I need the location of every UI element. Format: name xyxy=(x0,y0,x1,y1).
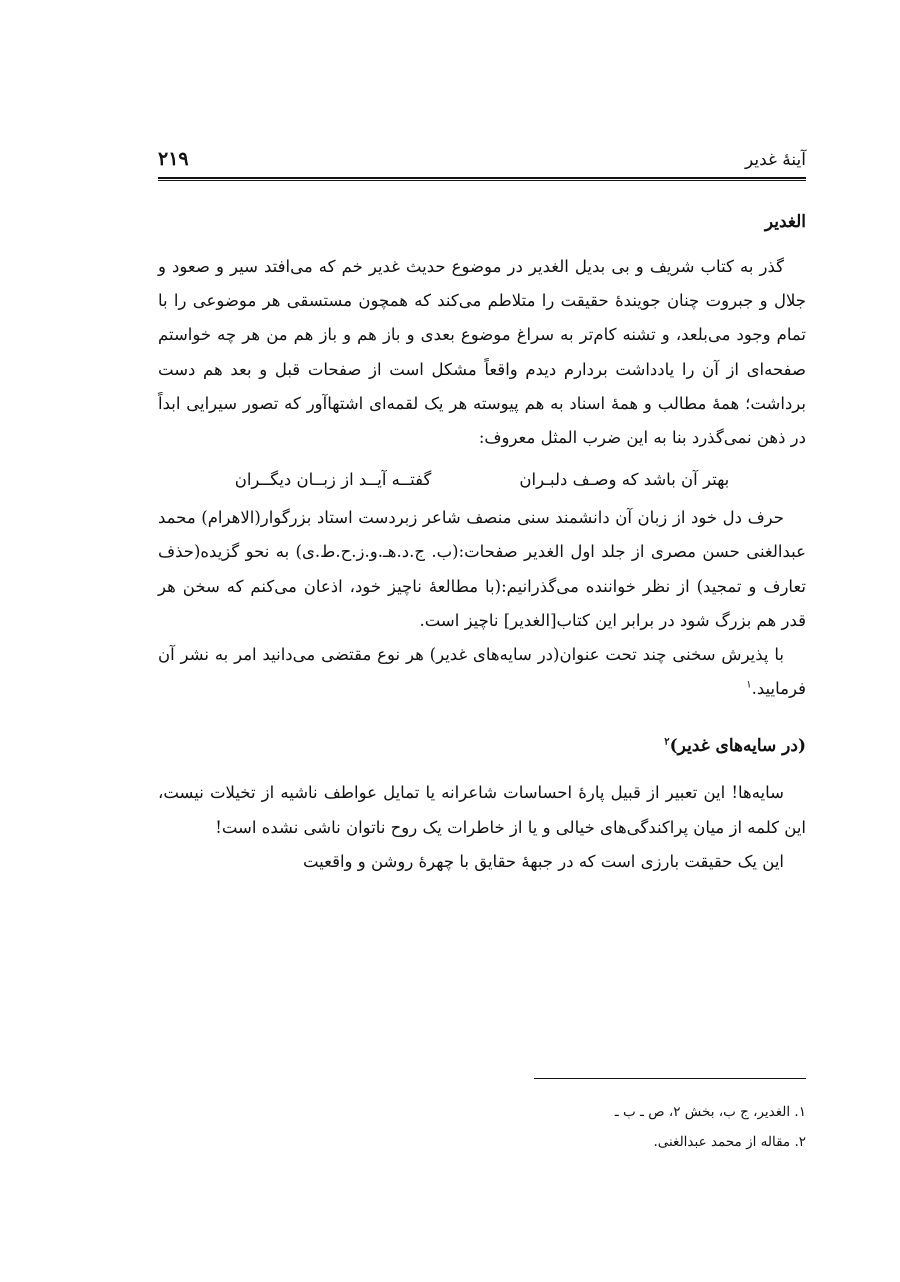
page-number: ۲۱۹ xyxy=(158,148,189,170)
footnote-marker: ۱ xyxy=(746,679,752,691)
footnote: ۱. الغدیر، ج ب، بخش ۲، ص ـ ب ـ xyxy=(614,1104,806,1120)
verse-hemistich-first: بهتر آن باشد که وصـف دلبـران xyxy=(519,470,730,490)
section-heading-al-ghadir: الغدیر xyxy=(764,212,806,232)
paragraph: این یک حقیقت بارزی است که در جبههٔ حقایق با چهرهٔ روشن و واقعیت xyxy=(302,851,784,871)
paragraph-text: با پذیرش سخنی چند تحت عنوان(در سایه‌های غدیر) هر نوع مقتضی می‌دانید امر به نشر آن فرمایید. xyxy=(158,645,806,699)
header-rule xyxy=(158,177,806,181)
footnote: ۲. مقاله از محمد عبدالغنی. xyxy=(653,1134,806,1150)
paragraph: گذر به کتاب شریف و بی بدیل الغدیر در موضوع حدیث غدیر خم که می‌افتد سیر و صعود و جلال و جبروت چنان جویندهٔ حقیقت را متلاطم می‌کند که همچون مستسقی هر موضوعی را با تمام وجود می‌بلعد، و تشنه کام‌تر به سراغ موضوع بعدی و باز هم و باز هم من هر چه خواستم صفحه‌ای از آن را یادداشت بردارم دیدم واقعاً مشکل است از صفحات قبل و بعد هم دست برداشت؛ همهٔ مطالب و همهٔ اسناد به هم پیوسته هر یک لقمه‌ای اشتهاآور که تصور سیرایی ابداً در ذهن نمی‌گذرد بنا به این ضرب المثل معروف: xyxy=(158,257,806,448)
footnote-marker: ۲ xyxy=(664,736,670,748)
running-title: آینهٔ غدیر xyxy=(744,150,806,170)
verse-hemistich-second: گفتــه آیــد از زبــان دیگــران xyxy=(234,470,432,490)
running-header xyxy=(158,146,806,180)
body-text xyxy=(158,208,806,879)
section-heading-shadows xyxy=(158,732,806,760)
poem-verse xyxy=(158,463,806,497)
paragraph: سایه‌ها! این تعبیر از قبیل پارهٔ احساسات شاعرانه یا تمایل عواطف ناشیه از تخیلات نیست، این کلمه از میان پراکندگی‌های خیالی و یا از خاطرات یک روح ناتوان ناشی نشده است! xyxy=(158,783,806,837)
section-heading-text: (در سایه‌های غدیر) xyxy=(669,736,806,757)
footnotes xyxy=(158,1097,806,1157)
paragraph: حرف دل خود از زبان آن دانشمند سنی منصف شاعر زبردست استاد بزرگوار(الاهرام) محمد عبدالغنی حسن مصری از جلد اول الغدیر صفحات:(ب. ج.د.هـ.و.ز.ح.ط.ی) به نحو گزیده(حذف تعارف و تمجید) از نظر خواننده می‌گذرانیم:(با مطالعهٔ ناچیز خود، اذعان می‌کنم که سخن هر قدر هم بزرگ شود در برابر این کتاب[الغدیر] ناچیز است. xyxy=(158,508,806,630)
footnote-rule xyxy=(534,1078,806,1079)
paragraph xyxy=(158,638,806,706)
